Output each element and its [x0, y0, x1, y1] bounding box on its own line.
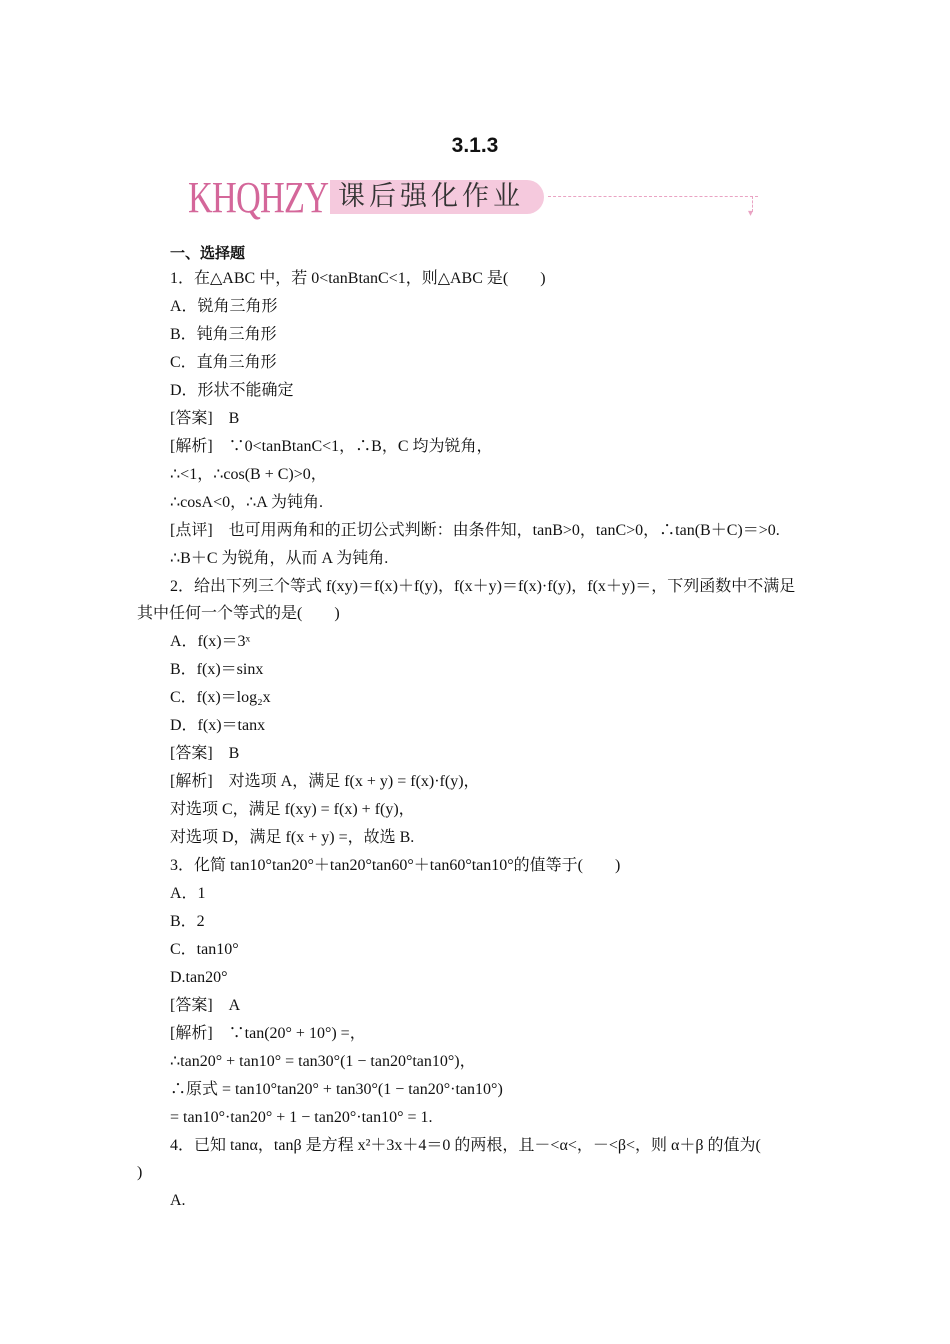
text-line: 对选项 C，满足 f(xy) = f(x) + f(y)， [170, 801, 415, 818]
text-line: 2．给出下列三个等式 f(xy)＝f(x)＋f(y)，f(x＋y)＝f(x)·f(y)，f(x＋y)＝，下列函数中不满足 [170, 578, 796, 595]
text-line: B．f(x)＝sinx [170, 661, 264, 678]
text-line: A．1 [170, 885, 206, 902]
text-line: ∴原式 = tan10°tan20° + tan30°(1 − tan20°·tan10°) [170, 1081, 503, 1098]
text-line: [点评] 也可用两角和的正切公式判断：由条件知，tanB>0，tanC>0，∴tan(B＋C)＝>0. [170, 522, 780, 539]
text-line: [答案] B [170, 745, 240, 762]
text-line: D．形状不能确定 [170, 382, 294, 399]
text-line: A．f(x)＝3ˣ [170, 633, 251, 650]
banner-chinese-title: 课后强化作业 [338, 181, 524, 212]
banner-latin-logo: KHQHZY [188, 173, 329, 222]
text-line: C．f(x)＝log₂x [170, 689, 271, 706]
text-line: A．锐角三角形 [170, 298, 278, 315]
text-line: ∴tan20° + tan10° = tan30°(1 − tan20°tan10°)， [170, 1053, 476, 1070]
text-line: ∴B＋C 为锐角，从而 A 为钝角. [170, 550, 389, 567]
text-line: 其中任何一个等式的是( ) [137, 605, 340, 622]
text-line: [解析] ∵tan(20° + 10°) =， [170, 1025, 366, 1042]
text-line: [解析] ∵0<tanBtanC<1，∴B，C 均为锐角， [170, 438, 493, 455]
text-line: D.tan20° [170, 969, 228, 986]
text-line: [答案] B [170, 410, 240, 427]
text-line: ) [137, 1164, 143, 1181]
text-line: 1．在△ABC 中，若 0<tanBtanC<1，则△ABC 是( ) [170, 270, 546, 287]
text-line: ∴<1，∴cos(B + C)>0， [170, 466, 327, 483]
text-line: ∴cosA<0，∴A 为钝角. [170, 494, 323, 511]
banner-dashed-line [548, 196, 758, 197]
text-line: B．钝角三角形 [170, 326, 277, 343]
page-title: 3.1.3 [451, 134, 499, 157]
section-heading: 一、选择题 [170, 244, 246, 262]
text-line: 3．化简 tan10°tan20°＋tan20°tan60°＋tan60°tan10°的值等于( ) [170, 857, 621, 874]
text-line: 4．已知 tanα，tanβ 是方程 x²＋3x＋4＝0 的两根，且－<α<，－<β<，则 α＋β 的值为( [170, 1137, 761, 1154]
section-banner [188, 172, 768, 224]
banner-arrow-icon: ▾ [748, 208, 754, 219]
text-line: D．f(x)＝tanx [170, 717, 266, 734]
text-line: 对选项 D，满足 f(x + y) =，故选 B. [170, 829, 415, 846]
text-line: C．tan10° [170, 941, 239, 958]
text-line: A. [170, 1192, 186, 1209]
text-line: [答案] A [170, 997, 241, 1014]
text-line: C．直角三角形 [170, 354, 277, 371]
text-line: = tan10°·tan20° + 1 − tan20°·tan10° = 1. [170, 1109, 433, 1126]
text-line: [解析] 对选项 A，满足 f(x + y) = f(x)·f(y)， [170, 773, 480, 790]
text-line: B．2 [170, 913, 205, 930]
